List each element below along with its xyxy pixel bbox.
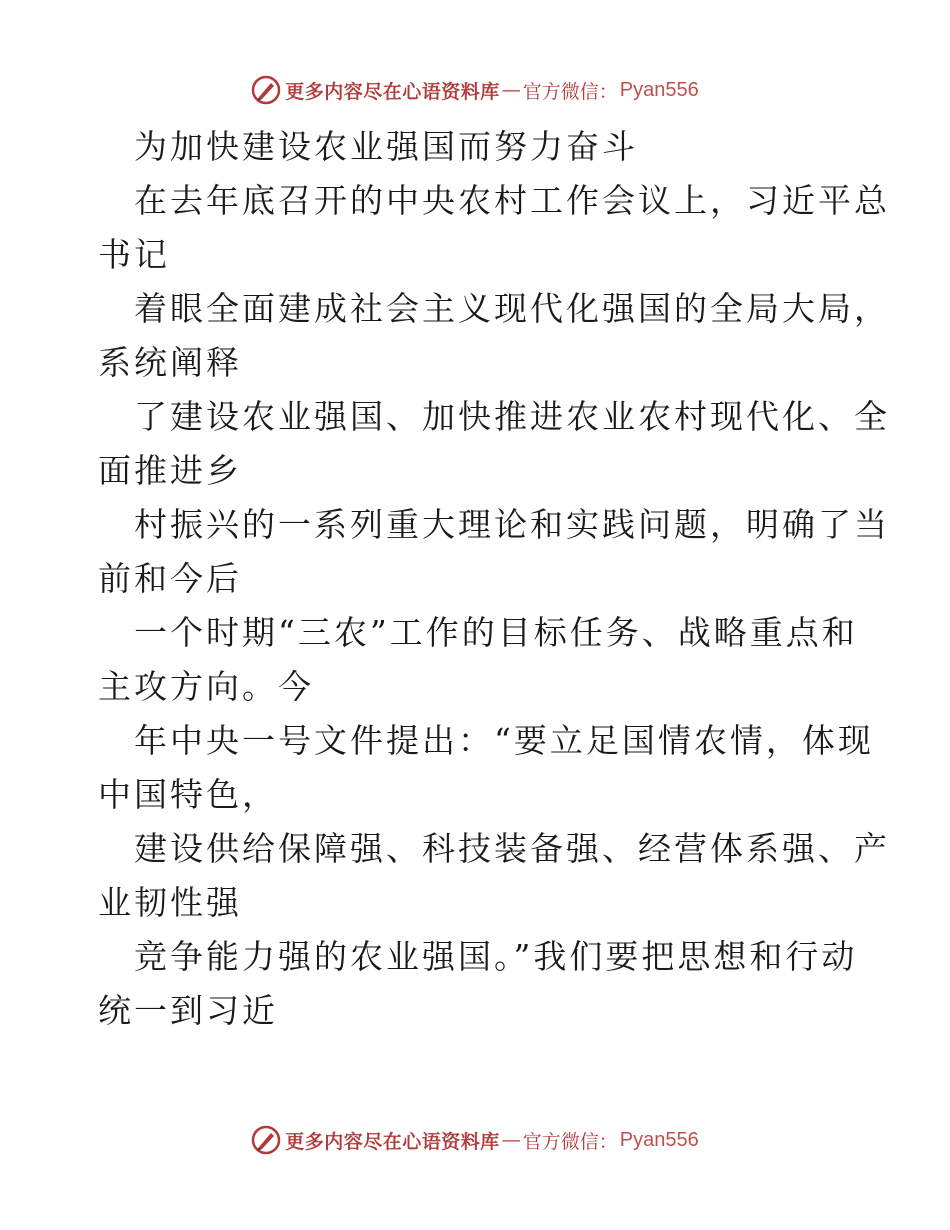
doc-line: 面推进乡 xyxy=(98,451,242,490)
doc-line: 系统阐释 xyxy=(98,343,242,382)
doc-line: 业韧性强 xyxy=(98,883,242,922)
doc-line: 建设供给保障强、科技装备强、经营体系强、产 xyxy=(134,829,890,868)
banner-wechat-id: Pyan556 xyxy=(619,1128,699,1151)
banner-wechat-label: 官方微信： xyxy=(522,80,618,103)
banner-wechat-label: 官方微信： xyxy=(522,1130,618,1153)
doc-line: 了建设农业强国、加快推进农业农村现代化、全 xyxy=(134,397,890,436)
footer-banner xyxy=(0,1120,950,1160)
header-banner xyxy=(0,70,950,110)
doc-line: 在去年底召开的中央农村工作会议上，习近平总 xyxy=(134,181,890,220)
doc-line: 竞争能力强的农业强国。”我们要把思想和行动 xyxy=(134,937,858,976)
doc-line: 年中央一号文件提出：“要立足国情农情，体现 xyxy=(134,721,874,760)
pen-logo-icon xyxy=(251,1125,281,1155)
doc-line: 统一到习近 xyxy=(98,991,278,1030)
doc-line: 着眼全面建成社会主义现代化强国的全局大局， xyxy=(134,289,890,328)
banner-dash: — xyxy=(501,79,521,101)
banner-text: 更多内容尽在心语资料库 xyxy=(285,1130,500,1153)
banner-dash: — xyxy=(501,1129,521,1151)
doc-line: 中国特色， xyxy=(98,775,278,814)
doc-line: 书记 xyxy=(98,235,170,274)
document-body xyxy=(98,120,890,1038)
doc-line: 前和今后 xyxy=(98,559,242,598)
pen-logo-icon xyxy=(251,75,281,105)
doc-line: 村振兴的一系列重大理论和实践问题，明确了当 xyxy=(134,505,890,544)
doc-line: 主攻方向。今 xyxy=(98,667,314,706)
doc-title-line: 为加快建设农业强国而努力奋斗 xyxy=(134,127,638,166)
banner-text: 更多内容尽在心语资料库 xyxy=(285,80,500,103)
banner-wechat-id: Pyan556 xyxy=(619,78,699,101)
doc-line: 一个时期“三农”工作的目标任务、战略重点和 xyxy=(134,613,858,652)
